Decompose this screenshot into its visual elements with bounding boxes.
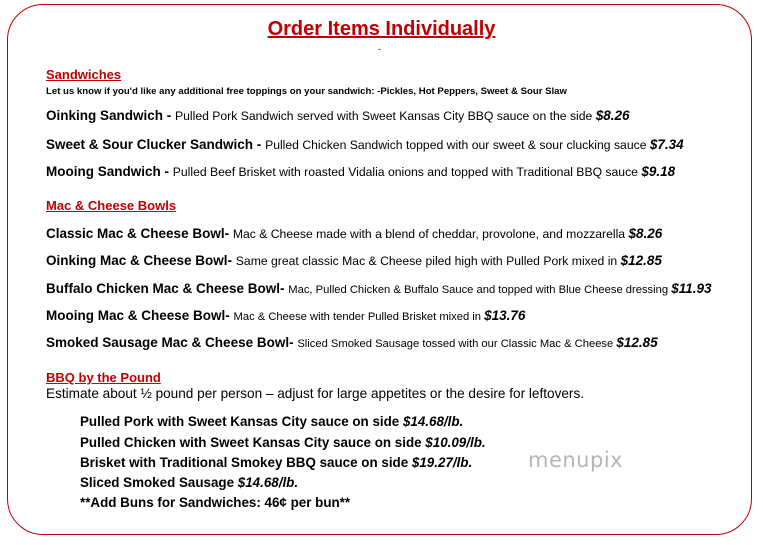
item-name: Classic Mac & Cheese Bowl- bbox=[46, 226, 233, 241]
bbq-item bbox=[80, 475, 298, 490]
menu-item bbox=[46, 253, 662, 268]
section-heading-mac-cheese: Mac & Cheese Bowls bbox=[46, 198, 177, 213]
item-description: Same great classic Mac & Cheese piled high with Pulled Pork mixed in bbox=[235, 254, 621, 268]
item-price: $7.34 bbox=[649, 137, 684, 152]
item-name: Oinking Mac & Cheese Bowl- bbox=[46, 253, 236, 268]
bbq-item-price: $14.68/lb. bbox=[237, 475, 299, 490]
page-title: Order Items Individually bbox=[267, 18, 496, 40]
section-heading-sandwiches: Sandwiches bbox=[46, 67, 122, 82]
bbq-item bbox=[80, 455, 472, 470]
item-price: $12.85 bbox=[616, 335, 658, 350]
item-name: Mooing Mac & Cheese Bowl- bbox=[46, 308, 234, 323]
item-price: $12.85 bbox=[620, 253, 662, 268]
buns-note: **Add Buns for Sandwiches: 46¢ per bun** bbox=[80, 495, 351, 510]
menu-item bbox=[46, 281, 711, 296]
item-description: Mac & Cheese with tender Pulled Brisket mixed in bbox=[233, 311, 485, 323]
bbq-item-price: $10.09/lb. bbox=[425, 435, 486, 450]
menu-item bbox=[46, 226, 662, 241]
item-price: $8.26 bbox=[628, 226, 663, 241]
menu-item bbox=[46, 164, 675, 179]
item-description: Sliced Smoked Sausage tossed with our Classic Mac & Cheese bbox=[297, 338, 617, 350]
bbq-item-price: $14.68/lb. bbox=[402, 414, 464, 429]
item-description: Mac & Cheese made with a blend of cheddar, provolone, and mozzarella bbox=[232, 227, 629, 241]
item-description: Pulled Pork Sandwich served with Sweet Kansas City BBQ sauce on the side bbox=[175, 109, 596, 123]
menu-item bbox=[46, 335, 658, 350]
bbq-item bbox=[80, 414, 463, 429]
bbq-item-text: Sliced Smoked Sausage bbox=[80, 475, 238, 490]
sandwiches-note: Let us know if you'd like any additional free toppings on your sandwich: -Pickles, Hot Peppers, Sweet & Sour Slaw bbox=[46, 86, 567, 97]
item-description: Pulled Beef Brisket with roasted Vidalia onions and topped with Traditional BBQ sauce bbox=[172, 165, 642, 179]
item-price: $11.93 bbox=[671, 281, 712, 296]
bbq-item-text: Brisket with Traditional Smokey BBQ sauce on side bbox=[80, 455, 412, 470]
menu-item bbox=[46, 108, 630, 123]
menu-item bbox=[46, 137, 684, 152]
section-heading-bbq: BBQ by the Pound bbox=[46, 370, 161, 385]
item-name: Buffalo Chicken Mac & Cheese Bowl- bbox=[46, 281, 289, 296]
item-name: Sweet & Sour Clucker Sandwich - bbox=[46, 137, 266, 152]
bbq-item-text: Pulled Pork with Sweet Kansas City sauce on side bbox=[80, 414, 403, 429]
bbq-item bbox=[80, 435, 486, 450]
watermark-logo: menupix bbox=[528, 448, 624, 472]
item-name: Smoked Sausage Mac & Cheese Bowl- bbox=[46, 335, 298, 350]
bbq-item-price: $19.27/lb. bbox=[411, 455, 473, 470]
item-description: Mac, Pulled Chicken & Buffalo Sauce and topped with Blue Cheese dressing bbox=[288, 284, 672, 296]
item-price: $8.26 bbox=[595, 108, 630, 123]
item-price: $9.18 bbox=[641, 164, 676, 179]
item-name: Oinking Sandwich - bbox=[46, 108, 176, 123]
menu-item bbox=[46, 308, 525, 323]
item-description: Pulled Chicken Sandwich topped with our sweet & sour clucking sauce bbox=[265, 138, 650, 152]
bbq-estimate-note: Estimate about ½ pound per person – adjust for large appetites or the desire for leftovers. bbox=[46, 386, 585, 401]
title-dash: - bbox=[378, 44, 381, 54]
bbq-item-text: Pulled Chicken with Sweet Kansas City sauce on side bbox=[80, 435, 426, 450]
item-name: Mooing Sandwich - bbox=[46, 164, 173, 179]
item-price: $13.76 bbox=[484, 308, 526, 323]
